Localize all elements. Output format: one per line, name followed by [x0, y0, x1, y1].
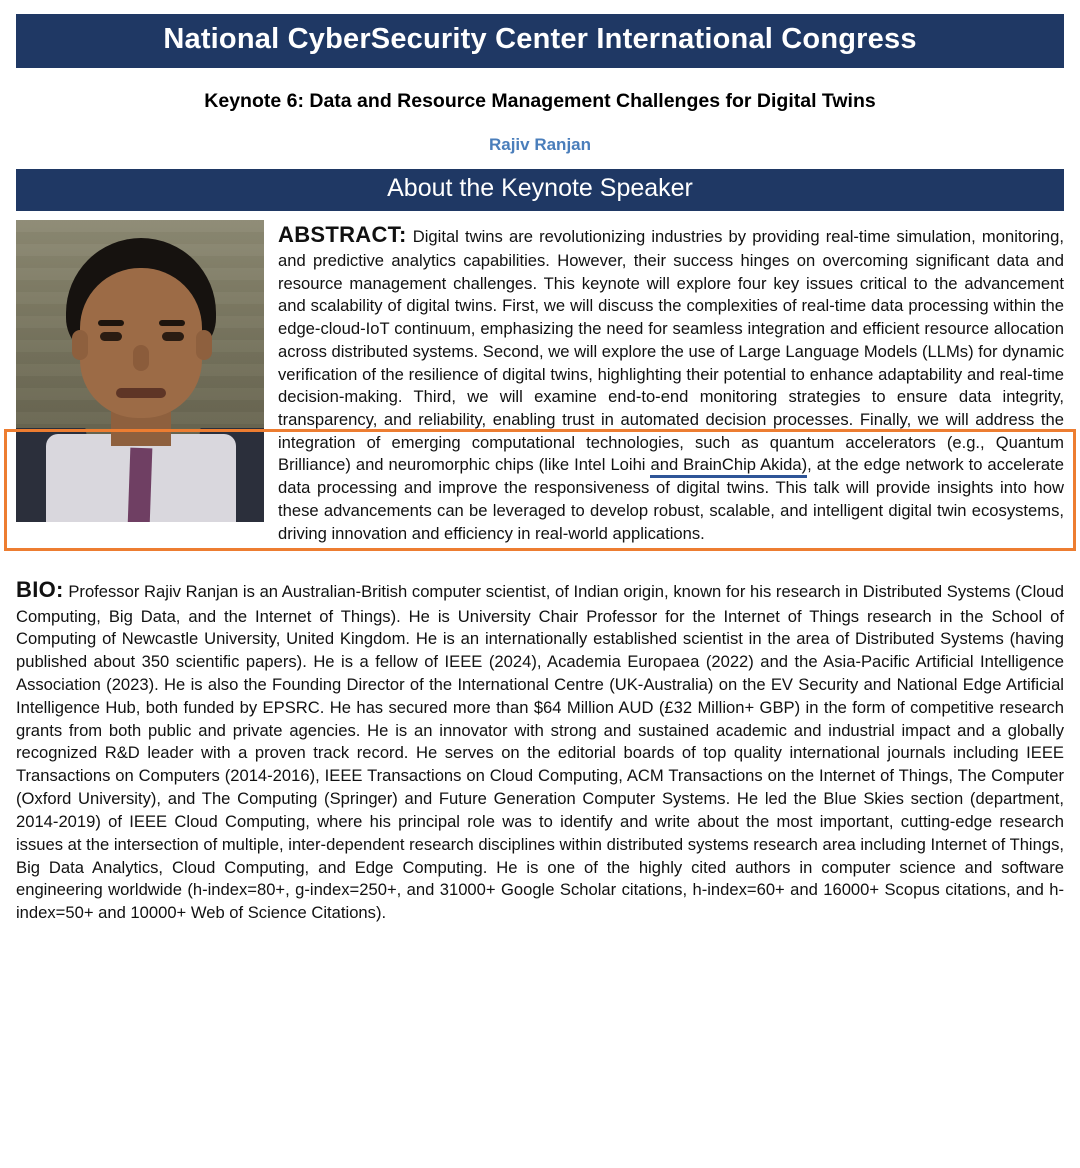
abstract-highlighted-phrase: and BrainChip Akida) — [650, 455, 807, 478]
bio-section — [16, 575, 1064, 925]
speaker-name: Rajiv Ranjan — [488, 134, 592, 154]
abstract-label: ABSTRACT: — [278, 221, 407, 247]
bio-label: BIO: — [16, 577, 64, 603]
speaker-photo — [16, 220, 264, 522]
keynote-title: Keynote 6: Data and Resource Management Challenges for Digital Twins — [204, 89, 876, 112]
abstract-section — [16, 220, 1064, 545]
bio-text: Professor Rajiv Ranjan is an Australian-British computer scientist, of Indian origin, known for his research in Distributed Systems (Cloud Computing, Big Data, and the Internet of Things). He is University Chair Professor for the Internet of Things research in the School of Computing of Newcastle University, United Kingdom. He is an internationally established scientist in the area of Distributed Systems (having published about 350 scientific papers). He is a fellow of IEEE (2024), Academia Europaea (2022) and the Asia-Pacific Artificial Intelligence Association (2023). He is also the Founding Director of the International Centre (UK-Australia) on the EV Security and National Edge Artificial Intelligence Hub, both funded by EPSRC. He has secured more than $64 Million AUD (£32 Million+ GBP) in the form of competitive research grants from both public and private agencies. He is an innovator with strong and sustained academic and industrial impact and a globally recognized R&D leader with a proven track record. He serves on the editorial boards of top quality international journals including IEEE Transactions on Computers (2014-2016), IEEE Transactions on Cloud Computing, ACM Transactions on the Internet of Things, The Computer (Oxford University), and The Computing (Springer) and Future Generation Computer Systems. He led the Blue Skies section (department, 2014-2019) of IEEE Cloud Computing, where his principal role was to identify and write about the most important, cutting-edge research issues at the intersection of multiple, inter-dependent research disciplines within distributed systems research area including Internet of Things, Big Data Analytics, Cloud Computing, and Edge Computing. He is one of the highly cited authors in computer science and software engineering worldwide (h-index=80+, g-index=250+, and 31000+ Google Scholar citations, h-index=60+ and 16000+ Scopus citations, and h-index=50+ and 10000+ Web of Science Citations). — [16, 582, 1064, 923]
slide-page — [0, 14, 1080, 1168]
congress-banner: National CyberSecurity Center International Congress — [16, 14, 1064, 68]
abstract-body-part1: Digital twins are revolutionizing industries by providing real-time simulation, monitoring, and predictive analytics capabilities. However, their success hinges on overcoming significant data and resource management challenges. This keynote will explore four key issues critical to the advancement and scalability of digital twins. First, we will discuss the complexities of real-time data processing within the edge-cloud-IoT continuum, emphasizing the need for seamless integration and efficient resource allocation across distributed systems. Second, we will explore the use of Large Language Models (LLMs) for dynamic verification of the resilience of digital twins, highlighting their potential to enhance adaptability and real-time decision-making. Third, we will examine end-to-end monitoring strategies to ensure data integrity, transparency, and reliability, enabling trust in automated decision processes. Finally, we will address the integration of emerging computational technologies, such as quantum accelerators (e.g., Quantum Brilliance) and neuromorphic chips (like Intel Loihi — [278, 226, 1064, 475]
abstract-body-part2: , at the edge network to accelerate data processing and improve the responsiveness of digital twins. This talk will provide insights into how these advancements can be leveraged to develop robust, scalable, and intelligent digital twin ecosystems, driving innovation and efficiency in real-world applications. — [278, 455, 1064, 543]
about-speaker-bar: About the Keynote Speaker — [16, 169, 1064, 211]
